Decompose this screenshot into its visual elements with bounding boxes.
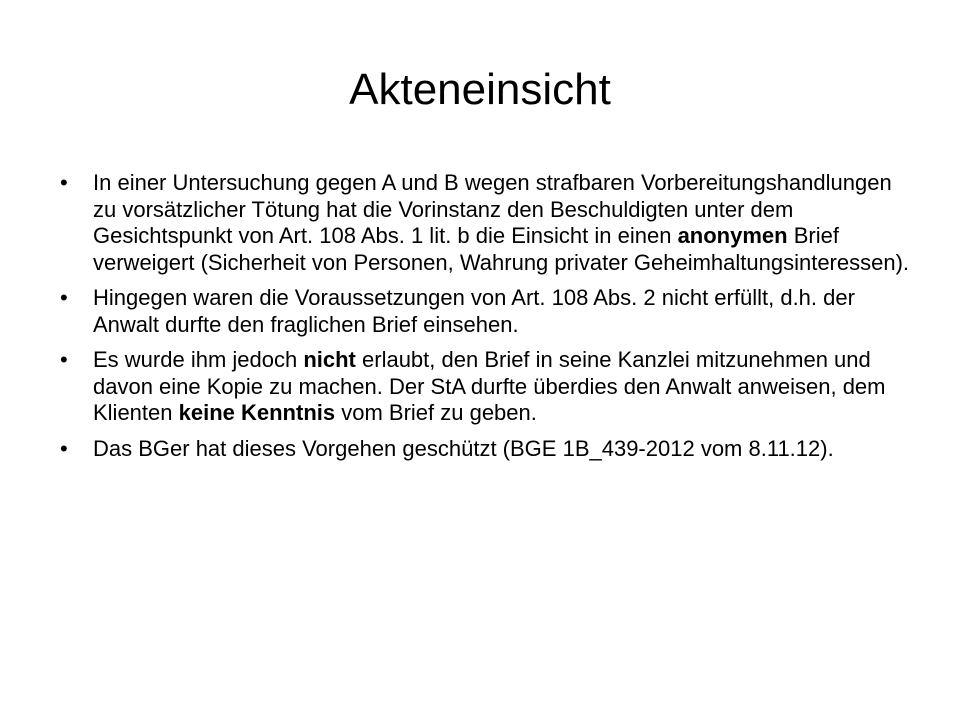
text-run: Hingegen waren die Voraussetzungen von Art. 108 Abs. 2 nicht erfüllt, d.h. der Anwalt durfte den fraglichen Brief einsehen. <box>93 285 855 337</box>
bullet-text <box>93 285 855 337</box>
text-run: Es wurde ihm jedoch <box>93 347 304 372</box>
bullet-item-2 <box>60 285 910 338</box>
text-run: vom Brief zu geben. <box>335 400 537 425</box>
text-run: erlaubt, den Brief in seine Kanzlei mitzunehmen und davon eine Kopie zu machen. Der StA durfte überdies den Anwalt anweisen, dem Klienten <box>93 347 886 425</box>
text-run: In einer Untersuchung gegen A und B wegen strafbaren Vorbereitungshandlungen zu vorsätzlicher Tötung hat die Vorinstanz den Beschuldigten unter dem Gesichtspunkt von Art. 108 Abs. 1 lit. b die Einsicht in einen <box>93 170 892 248</box>
bullet-item-3 <box>60 347 910 427</box>
bullet-dot: • <box>60 435 68 461</box>
slide-title: Akteneinsicht <box>349 65 611 114</box>
bullet-text <box>93 436 834 461</box>
bold-text-run: keine Kenntnis <box>178 400 336 425</box>
bold-text-run: nicht <box>303 347 356 372</box>
bullet-text <box>93 170 909 275</box>
bullet-item-4 <box>60 436 910 463</box>
bullet-dot: • <box>60 347 68 372</box>
bullet-dot: • <box>60 170 68 195</box>
text-run: Das BGer hat dieses Vorgehen geschützt (BGE 1B_439-2012 vom 8.11.12). <box>93 435 834 461</box>
bullet-dot: • <box>60 285 68 310</box>
bullet-item-1 <box>60 170 910 276</box>
text-run: Brief verweigert (Sicherheit von Personen, Wahrung privater Geheimhaltungsinteressen). <box>93 223 910 275</box>
bullet-list <box>60 170 910 471</box>
bullet-text <box>93 347 886 425</box>
bold-text-run: anonymen <box>677 223 788 248</box>
